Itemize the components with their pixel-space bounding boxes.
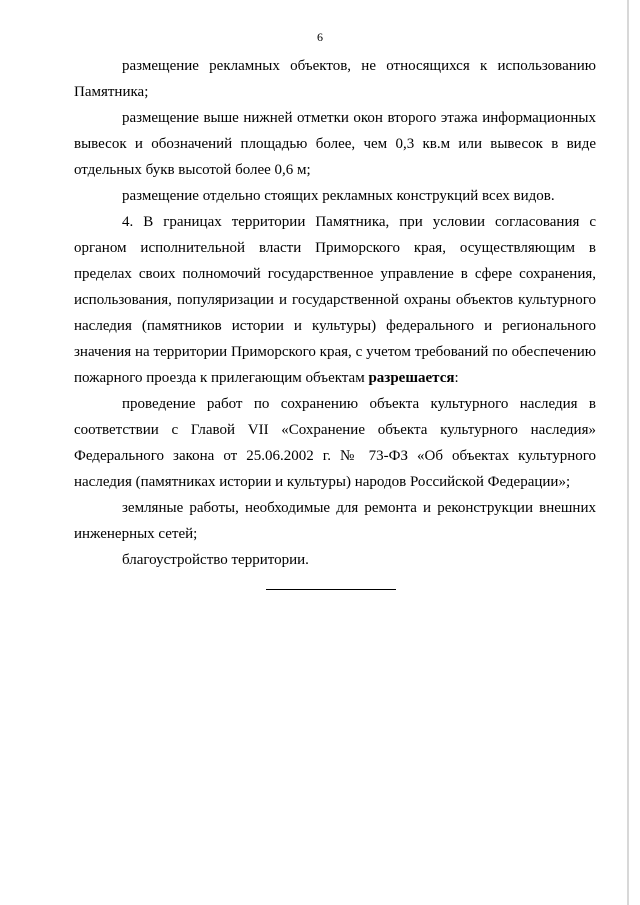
- paragraph-section-4: [74, 209, 596, 391]
- permitted-keyword: разрешается: [368, 370, 455, 386]
- paragraph-signage-restrictions: размещение выше нижней отметки окон второго этажа информационных вывесок и обозначений площадью более, чем 0,3 кв.м или вывесок в виде отдельных букв высотой более 0,6 м;: [74, 110, 596, 178]
- page-number: 6: [317, 30, 323, 44]
- document-body: [74, 53, 596, 573]
- scan-edge-shadow: [627, 0, 629, 905]
- paragraph-landscaping: благоустройство территории.: [122, 552, 309, 568]
- section-4-colon: :: [454, 370, 459, 386]
- section-4-text: 4. В границах территории Памятника, при условии согласования с органом исполнительной власти Приморского края, осуществляющим в пределах своих полномочий государственное управление в сфере сохранения, использования, популяризации и государственной охраны объектов культурного наследия (памятников истории и культуры) федерального и регионального значения на территории Приморского края, с учетом требований по обеспечению пожарного проезда к прилегающим объектам: [74, 214, 596, 386]
- paragraph-earthworks: земляные работы, необходимые для ремонта и реконструкции внешних инженерных сетей;: [74, 500, 596, 542]
- paragraph-advertising-objects: размещение рекламных объектов, не относящихся к использованию Памятника;: [74, 58, 596, 100]
- paragraph-standalone-advertising: размещение отдельно стоящих рекламных конструкций всех видов.: [122, 188, 555, 204]
- paragraph-preservation-works: проведение работ по сохранению объекта культурного наследия в соответствии с Главой VII «Сохранение объекта культурного наследия» Федерального закона от 25.06.2002 г. № 73-ФЗ «Об объектах культурного наследия (памятниках истории и культуры) народов Российской Федерации»;: [74, 396, 596, 490]
- end-separator-line: [266, 589, 396, 590]
